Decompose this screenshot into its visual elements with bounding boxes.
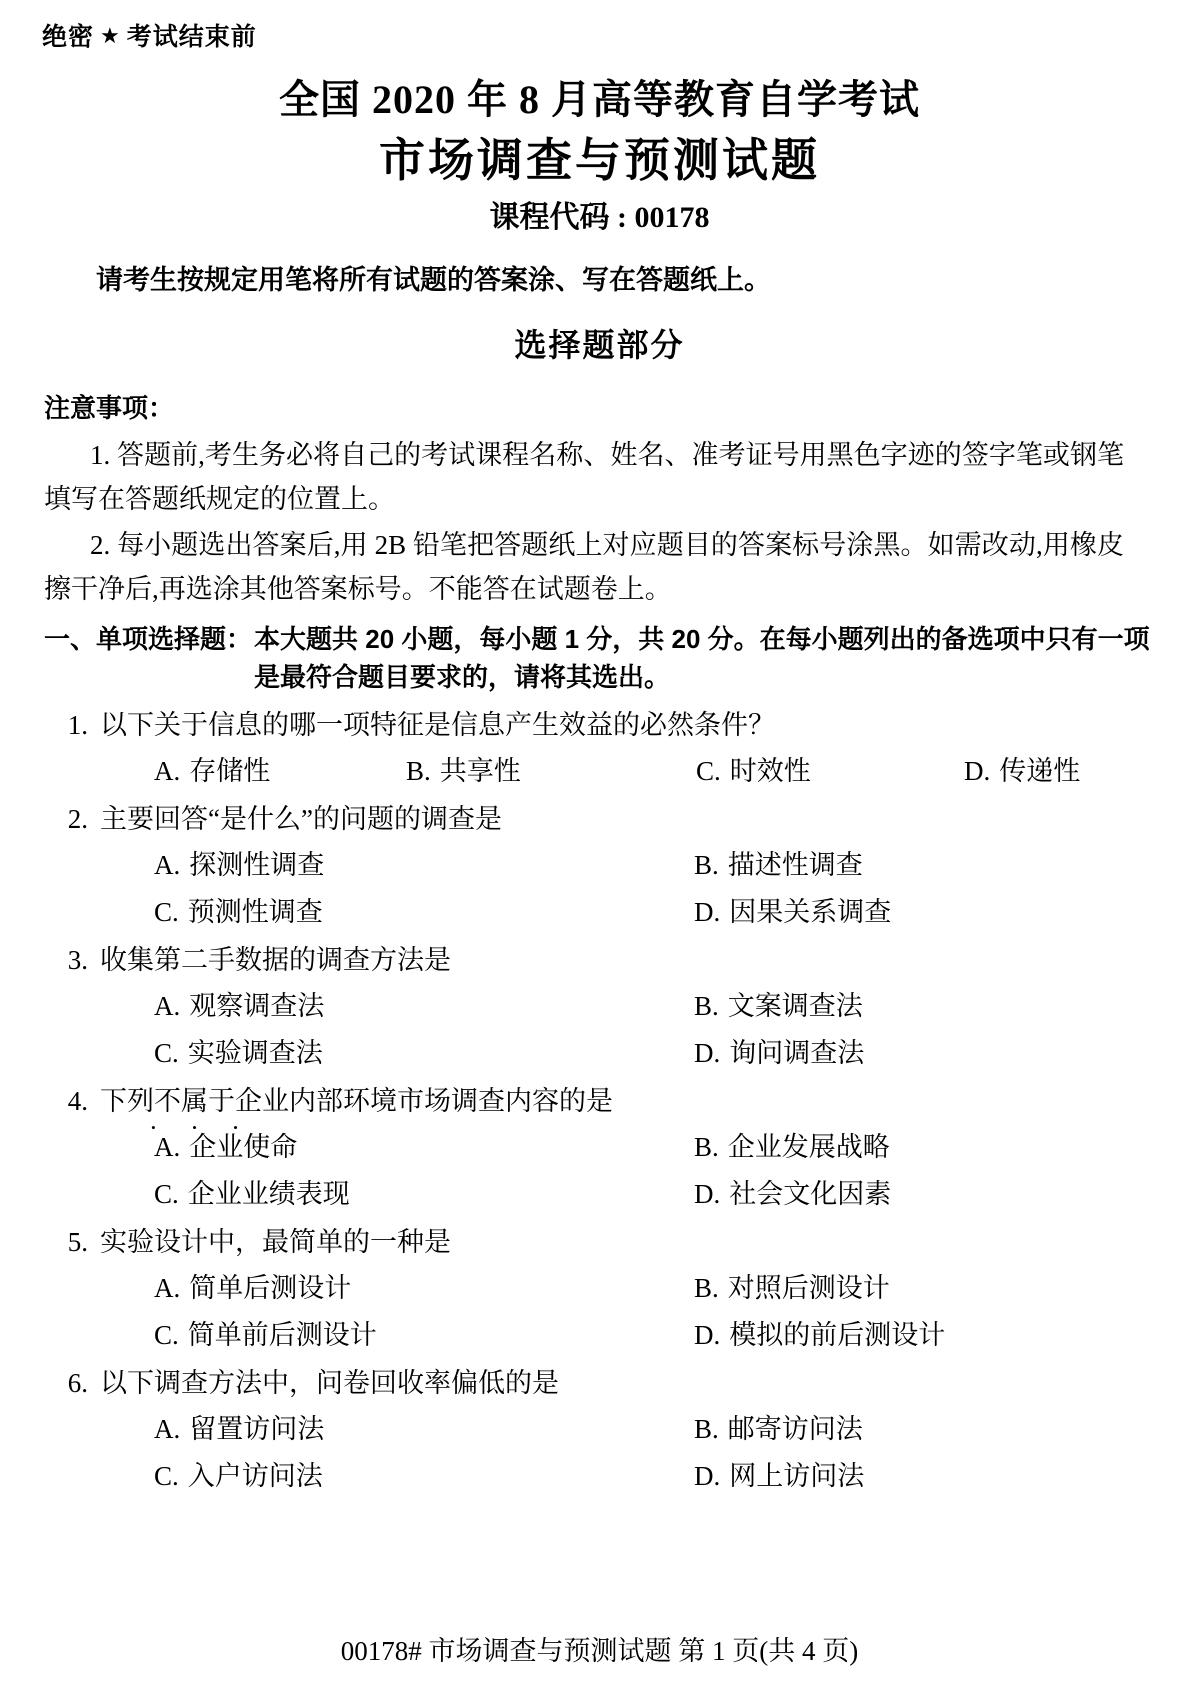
option-d[interactable] xyxy=(694,1034,1154,1072)
part-heading: 选择题部分 xyxy=(514,327,685,363)
question-item xyxy=(44,1365,1154,1495)
section-heading xyxy=(44,620,1154,696)
question-stem xyxy=(44,1083,1154,1119)
question-text: 以下关于信息的哪一项特征是信息产生效益的必然条件？ xyxy=(100,710,775,740)
question-item xyxy=(44,942,1154,1072)
question-number: 4. xyxy=(67,1086,88,1116)
option-key: B. xyxy=(694,1414,719,1444)
question-number: 6. xyxy=(67,1368,88,1398)
option-key: D. xyxy=(694,1320,721,1350)
option-text: 询问调查法 xyxy=(729,1038,865,1068)
option-text: 简单后测设计 xyxy=(189,1273,352,1303)
option-d[interactable] xyxy=(694,1316,1154,1354)
question-number: 1. xyxy=(67,710,88,740)
option-text: 企业使命 xyxy=(189,1132,298,1162)
option-key: C. xyxy=(154,1179,179,1209)
option-key: C. xyxy=(696,756,721,786)
option-b[interactable] xyxy=(694,1269,1154,1307)
question-text: 收集第二手数据的调查方法是 xyxy=(100,945,451,975)
option-b[interactable] xyxy=(694,1410,1154,1448)
secrecy-prefix-label: 绝密 xyxy=(42,23,95,51)
option-key: A. xyxy=(154,1414,181,1444)
course-code: 课程代码 : 00178 xyxy=(489,201,710,234)
option-text: 观察调查法 xyxy=(189,991,325,1021)
option-key: B. xyxy=(694,850,719,880)
question-item xyxy=(44,801,1154,931)
option-key: C. xyxy=(154,897,179,927)
question-number: 3. xyxy=(67,945,88,975)
option-text: 邮寄访问法 xyxy=(727,1414,863,1444)
question-options xyxy=(44,1269,1154,1354)
option-text: 入户访问法 xyxy=(187,1461,323,1491)
option-key: D. xyxy=(694,1179,721,1209)
option-key: C. xyxy=(154,1038,179,1068)
option-key: A. xyxy=(154,850,181,880)
option-key: B. xyxy=(694,991,719,1021)
option-d[interactable] xyxy=(694,1175,1154,1213)
option-text: 企业业绩表现 xyxy=(187,1179,350,1209)
option-text: 网上访问法 xyxy=(729,1461,865,1491)
option-key: A. xyxy=(154,991,181,1021)
question-options xyxy=(44,846,1154,931)
question-item xyxy=(44,707,1154,790)
question-number: 5. xyxy=(67,1227,88,1257)
option-text: 预测性调查 xyxy=(187,897,323,927)
option-a[interactable] xyxy=(154,1410,694,1448)
option-a[interactable] xyxy=(154,1269,694,1307)
note-item: 1. 答题前,考生务必将自己的考试课程名称、姓名、准考证号用黑色字迹的签字笔或钢笔填写在答题纸规定的位置上。 xyxy=(44,440,1124,514)
option-b[interactable] xyxy=(694,987,1154,1025)
option-key: A. xyxy=(154,1132,181,1162)
notes-block xyxy=(44,388,1124,613)
option-key: C. xyxy=(154,1320,179,1350)
question-item xyxy=(44,1083,1154,1213)
option-text: 共享性 xyxy=(439,756,521,786)
option-key: C. xyxy=(154,1461,179,1491)
option-text: 因果关系调查 xyxy=(729,897,892,927)
option-b[interactable] xyxy=(406,752,696,790)
option-a[interactable] xyxy=(154,846,694,884)
option-key: D. xyxy=(694,897,721,927)
option-d[interactable] xyxy=(694,893,1154,931)
option-c[interactable] xyxy=(696,752,964,790)
option-text: 社会文化因素 xyxy=(729,1179,892,1209)
option-key: D. xyxy=(694,1461,721,1491)
question-options xyxy=(44,1410,1154,1495)
option-text: 对照后测设计 xyxy=(727,1273,890,1303)
section-label: 一、单项选择题： xyxy=(44,624,253,654)
question-number: 2. xyxy=(67,804,88,834)
question-options xyxy=(44,752,1154,790)
section-description: 本大题共 20 小题，每小题 1 分，共 20 分。在每小题列出的备选项中只有一项是最符合题目要求的，请将其选出。 xyxy=(254,624,1150,692)
option-a[interactable] xyxy=(154,752,406,790)
option-text: 留置访问法 xyxy=(189,1414,325,1444)
question-text: 实验设计中，最简单的一种是 xyxy=(100,1227,451,1257)
question-text-suffix: 企业内部环境市场调查内容的是 xyxy=(235,1086,613,1116)
candidate-instruction: 请考生按规定用笔将所有试题的答案涂、写在答题纸上。 xyxy=(96,265,771,295)
notes-title: 注意事项： xyxy=(44,393,175,423)
question-text: 以下调查方法中，问卷回收率偏低的是 xyxy=(100,1368,559,1398)
section-single-choice xyxy=(44,620,1154,1495)
page-footer: 00178# 市场调查与预测试题 第 1 页(共 4 页) xyxy=(340,1636,859,1666)
option-text: 企业发展战略 xyxy=(727,1132,890,1162)
question-stem xyxy=(44,1365,1154,1401)
option-text: 模拟的前后测设计 xyxy=(729,1320,946,1350)
option-text: 时效性 xyxy=(729,756,811,786)
question-options xyxy=(44,1128,1154,1213)
option-text: 描述性调查 xyxy=(727,850,863,880)
question-text: 主要回答“是什么”的问题的调查是 xyxy=(100,804,502,834)
emphasized-phrase: 不属于 • • • xyxy=(154,1083,235,1119)
option-key: A. xyxy=(154,756,181,786)
question-stem xyxy=(44,707,1154,743)
star-icon: ★ xyxy=(100,23,121,48)
option-key: A. xyxy=(154,1273,181,1303)
option-text: 探测性调查 xyxy=(189,850,325,880)
paper-title: 市场调查与预测试题 xyxy=(379,134,820,186)
question-stem xyxy=(44,1224,1154,1260)
option-c[interactable] xyxy=(154,1457,694,1495)
option-text: 存储性 xyxy=(189,756,271,786)
option-key: B. xyxy=(406,756,431,786)
option-text: 文案调查法 xyxy=(727,991,863,1021)
option-key: B. xyxy=(694,1273,719,1303)
exam-title: 全国 2020 年 8 月高等教育自学考试 xyxy=(279,77,920,122)
secrecy-header xyxy=(42,17,257,53)
question-stem xyxy=(44,942,1154,978)
option-key: D. xyxy=(964,756,991,786)
option-c[interactable] xyxy=(154,893,694,931)
option-key: B. xyxy=(694,1132,719,1162)
secrecy-suffix-label: 考试结束前 xyxy=(126,23,257,51)
option-a[interactable] xyxy=(154,987,694,1025)
option-c[interactable] xyxy=(154,1034,694,1072)
option-c[interactable] xyxy=(154,1316,694,1354)
option-key: D. xyxy=(694,1038,721,1068)
note-item: 2. 每小题选出答案后,用 2B 铅笔把答题纸上对应题目的答案标号涂黑。如需改动,用橡皮擦干净后,再选涂其他答案标号。不能答在试题卷上。 xyxy=(44,530,1124,604)
option-b[interactable] xyxy=(694,1128,1154,1166)
question-stem xyxy=(44,801,1154,837)
option-text: 传递性 xyxy=(999,756,1081,786)
option-d[interactable] xyxy=(694,1457,1154,1495)
question-options xyxy=(44,987,1154,1072)
option-text: 实验调查法 xyxy=(187,1038,323,1068)
question-text-prefix: 下列 xyxy=(100,1086,154,1116)
option-text: 简单前后测设计 xyxy=(187,1320,377,1350)
option-c[interactable] xyxy=(154,1175,694,1213)
option-b[interactable] xyxy=(694,846,1154,884)
question-text xyxy=(100,1083,1154,1119)
question-item xyxy=(44,1224,1154,1354)
option-d[interactable] xyxy=(964,752,1154,790)
